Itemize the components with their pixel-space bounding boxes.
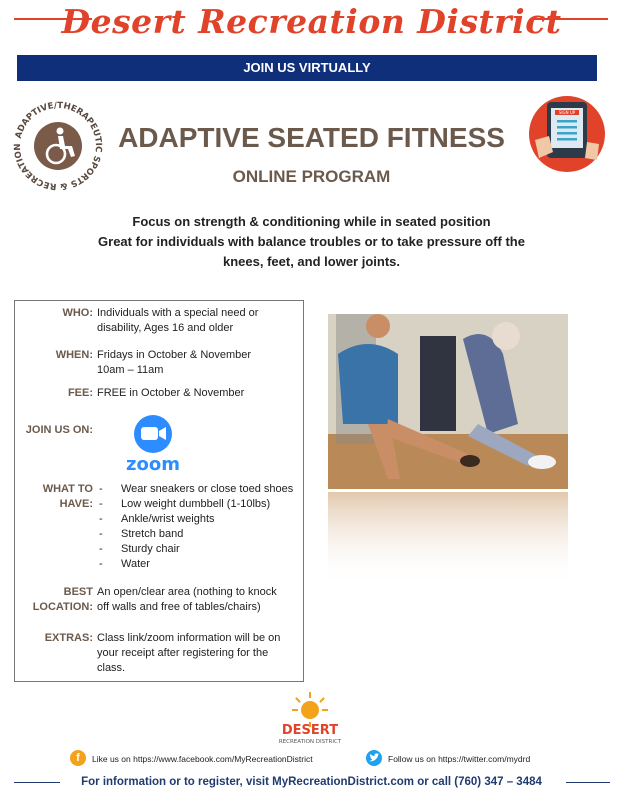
facebook-icon[interactable]: f xyxy=(70,750,86,766)
twitter-link[interactable]: Follow us on https://twitter.com/mydrd xyxy=(388,754,531,764)
photo-reflection xyxy=(328,492,568,586)
tablet-signup-icon xyxy=(527,94,607,174)
sun-icon xyxy=(292,692,328,727)
extras-label: EXTRAS: xyxy=(44,632,93,644)
extras-line-3: class. xyxy=(97,662,126,674)
twitter-row xyxy=(366,752,530,766)
extras-line-2: your receipt after registering for the xyxy=(97,647,269,659)
list-item: - Stretch band xyxy=(99,528,184,540)
extras-value xyxy=(97,631,297,676)
seated-exercise-photo xyxy=(328,314,568,586)
virtual-banner: JOIN US VIRTUALLY xyxy=(17,55,597,81)
desert-recreation-logo xyxy=(264,688,356,746)
what-to-have-list xyxy=(99,482,299,572)
who-line-2: disability, Ages 16 and older xyxy=(97,322,234,334)
list-item: - Low weight dumbbell (1-10lbs) xyxy=(99,498,271,510)
list-item: - Wear sneakers or close toed shoes xyxy=(99,483,294,495)
man-figure xyxy=(338,344,398,424)
best-location-value xyxy=(97,585,297,615)
logo-word: DESERT xyxy=(281,723,339,738)
intro-line-1: Focus on strength & conditioning while in seated position xyxy=(132,214,491,229)
what-to-have-label xyxy=(43,482,93,512)
when-line-2: 10am – 11am xyxy=(97,364,164,376)
fee-value: FREE in October & November xyxy=(97,387,245,399)
intro-line-3: knees, feet, and lower joints. xyxy=(223,254,400,269)
intro-line-2: Great for individuals with balance troubles or to take pressure off the xyxy=(98,234,525,249)
join-label: JOIN US ON: xyxy=(25,424,93,436)
org-title: Desert Recreation District xyxy=(61,2,562,41)
program-title: ADAPTIVE SEATED FITNESS xyxy=(118,122,505,153)
best-location-label xyxy=(33,585,93,615)
what-to-have-label-1: WHAT TO xyxy=(42,483,93,495)
when-label: WHEN: xyxy=(55,349,93,361)
best-location-label-1: BEST xyxy=(63,586,93,598)
program-details-box xyxy=(14,300,304,682)
logo-ring-text: ADAPTIVE/THERAPEUTIC SPORTS & RECREATION xyxy=(12,100,104,192)
zoom-wordmark: zoom xyxy=(126,454,180,474)
list-item: - Sturdy chair xyxy=(99,543,180,555)
twitter-icon[interactable] xyxy=(366,750,382,766)
best-location-line-1: An open/clear area (nothing to knock xyxy=(97,586,277,598)
best-location-line-2: off walls and free of tables/chairs) xyxy=(97,601,261,613)
who-value xyxy=(97,306,297,336)
zoom-logo[interactable] xyxy=(118,414,188,474)
footer-contact: For information or to register, visit MyRecreationDistrict.com or call (760) 347 – 3484 xyxy=(81,776,542,788)
who-line-1: Individuals with a special need or xyxy=(97,307,259,319)
what-to-have-label-2: HAVE: xyxy=(59,498,93,510)
program-description xyxy=(40,212,583,272)
chair xyxy=(420,336,456,431)
tablet-label: SIGN UP xyxy=(558,110,576,115)
when-value xyxy=(97,348,297,378)
when-line-1: Fridays in October & November xyxy=(97,349,252,361)
program-subtitle: ONLINE PROGRAM xyxy=(232,167,391,186)
logo-sub: RECREATION DISTRICT xyxy=(278,739,342,745)
extras-line-1: Class link/zoom information will be on xyxy=(97,632,281,644)
list-item: - Water xyxy=(99,558,150,570)
list-item: - Ankle/wrist weights xyxy=(99,513,215,525)
best-location-label-2: LOCATION: xyxy=(32,601,93,613)
facebook-row xyxy=(70,752,313,766)
who-label: WHO: xyxy=(62,307,93,319)
facebook-link[interactable]: Like us on https://www.facebook.com/MyRecreationDistrict xyxy=(92,754,313,764)
fee-label: FEE: xyxy=(67,387,93,399)
